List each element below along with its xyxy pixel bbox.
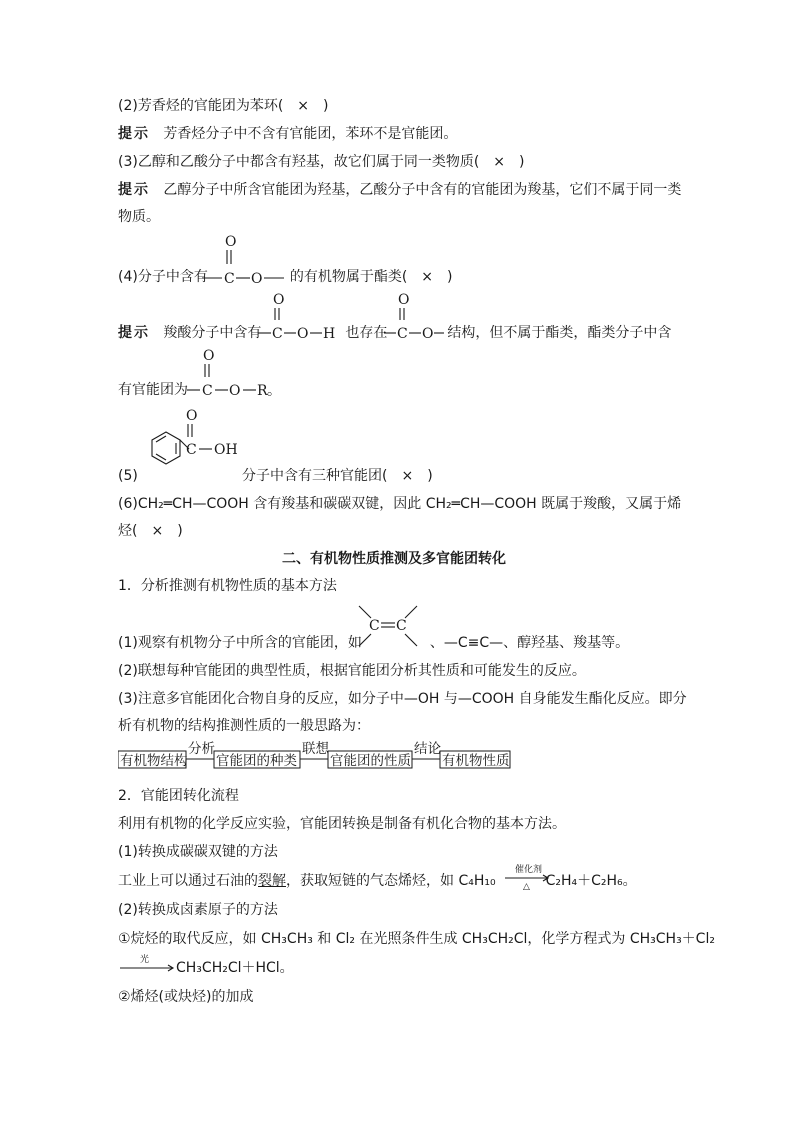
condition-heat: △ — [523, 882, 530, 892]
item-1-1-pre: (1)观察有机物分子中所含的官能团，如 — [118, 635, 362, 651]
question-4-post: 的有机物属于酯类( × ) — [289, 269, 453, 285]
subsection-2-intro: 利用有机物的化学反应实验，官能团转换是制备有机化合物的基本方法。 — [118, 816, 566, 832]
item-1-3: (3)注意多官能团化合物自身的反应，如分子中—OH 与—COOH 自身能发生酯化反应。即分 — [118, 691, 687, 707]
carboxyl-group-structure — [258, 290, 346, 342]
atom-c: C — [272, 326, 283, 342]
atom-o: O — [422, 326, 434, 342]
question-6-cont: 烃( × ) — [118, 523, 183, 539]
atom-o: O — [297, 326, 309, 342]
flow-arrow-3: 结论 — [414, 741, 441, 757]
item-2-1-post: C₂H₄＋C₂H₆。 — [545, 873, 637, 889]
benzoic-acid-structure — [134, 404, 244, 474]
atom-o: O — [251, 271, 263, 287]
analysis-flow — [118, 740, 518, 770]
atom-o-double: O — [225, 234, 237, 250]
hint-label: 提示 — [118, 126, 150, 142]
condition-light: 光 — [140, 955, 150, 965]
hint-4-post: 结构，但不属于酯类，酯类分子中含 — [447, 325, 672, 341]
subsection-1-title: 1．分析推测有机物性质的基本方法 — [118, 578, 337, 594]
hint-2 — [118, 124, 457, 144]
question-4-pre: (4)分子中含有 — [118, 269, 208, 285]
question-2: (2)芳香烃的官能团为苯环( × ) — [118, 98, 329, 114]
item-2-1-mid: ，获取短链的气态烯烃，如 C₄H₁₀ — [286, 873, 496, 889]
item-1-2: (2)联想每种官能团的典型性质，根据官能团分析其性质和可能发生的反应。 — [118, 663, 586, 679]
question-3: (3)乙醇和乙酸分子中都含有羟基，故它们属于同一类物质( × ) — [118, 154, 525, 170]
hint-label: 提示 — [118, 182, 150, 198]
item-2-1-text — [118, 871, 637, 891]
atom-c-right: C — [396, 618, 407, 634]
item-2-2-1-cont: CH₃CH₂Cl＋HCl。 — [176, 960, 294, 976]
ester-group-structure-2 — [384, 290, 444, 342]
question-5-post: 分子中含有三种官能团( × ) — [242, 468, 433, 484]
item-2-1: (1)转换成碳碳双键的方法 — [118, 844, 278, 860]
item-2-2-2: ②烯烃(或炔烃)的加成 — [118, 989, 254, 1005]
atom-c: C — [397, 326, 408, 342]
item-2-1-underline: 裂解 — [258, 873, 286, 889]
hint-4-mid: 也存在 — [345, 325, 388, 341]
light-arrow — [118, 952, 176, 980]
flow-arrow-2: 联想 — [302, 741, 329, 757]
hint-3 — [118, 180, 681, 200]
section-title: 二、有机物性质推测及多官能团转化 — [282, 551, 506, 567]
flow-step-1: 有机物结构 — [120, 753, 188, 769]
atom-o-double: O — [203, 348, 215, 364]
atom-o-double: O — [273, 292, 285, 308]
flow-step-3: 官能团的性质 — [330, 753, 411, 769]
item-2-2: (2)转换成卤素原子的方法 — [118, 902, 278, 918]
ester-r-structure — [187, 346, 287, 400]
atom-c-left: C — [369, 618, 380, 634]
atom-c: C — [224, 271, 235, 287]
period: 。 — [267, 383, 281, 399]
item-2-1-pre: 工业上可以通过石油的 — [118, 873, 258, 889]
atom-h: H — [323, 326, 336, 342]
hint-4-cont — [118, 380, 188, 400]
hint-4-b-pre: 有官能团为 — [118, 382, 188, 398]
item-1-1-post: 、—C≡C—、醇羟基、羧基等。 — [429, 635, 630, 651]
atom-o: O — [229, 383, 241, 399]
atom-o-double: O — [186, 408, 198, 424]
catalyst-arrow — [503, 862, 553, 892]
atom-r: R — [257, 383, 268, 399]
atom-c: C — [186, 442, 197, 458]
ester-group-structure — [200, 232, 286, 288]
question-5-pre: (5) — [118, 468, 138, 484]
flow-step-4: 有机物性质 — [442, 753, 510, 769]
condition-catalyst: 催化剂 — [515, 865, 543, 875]
hint-4-pre: 羧酸分子中含有 — [163, 325, 262, 341]
hint-3-cont: 物质。 — [118, 209, 160, 225]
item-1-3-cont: 析有机物的结构推测性质的一般思路为： — [118, 718, 370, 734]
hint-2-text: 芳香烃分子中不含有官能团，苯环不是官能团。 — [163, 126, 458, 142]
question-6: (6)CH₂═CH—COOH 含有羧基和碳碳双键，因此 CH₂═CH—COOH 既属于羧酸，又属于烯 — [118, 496, 682, 512]
flow-step-2: 官能团的种类 — [216, 753, 297, 769]
item-2-2-1: ①烷烃的取代反应，如 CH₃CH₃ 和 Cl₂ 在光照条件生成 CH₃CH₂Cl，化学方程式为 CH₃CH₃＋Cl₂ — [118, 931, 715, 947]
alkene-structure — [355, 600, 425, 656]
hint-3-text-a: 乙醇分子中所含官能团为羟基，乙酸分子中含有的官能团为羧基，它们不属于同一类 — [163, 182, 682, 198]
subsection-2-title: 2．官能团转化流程 — [118, 788, 239, 804]
group-oh: OH — [214, 442, 238, 458]
hint-label: 提示 — [118, 325, 150, 341]
atom-o-double: O — [398, 292, 410, 308]
atom-c: C — [202, 383, 213, 399]
flow-arrow-1: 分析 — [188, 741, 215, 757]
